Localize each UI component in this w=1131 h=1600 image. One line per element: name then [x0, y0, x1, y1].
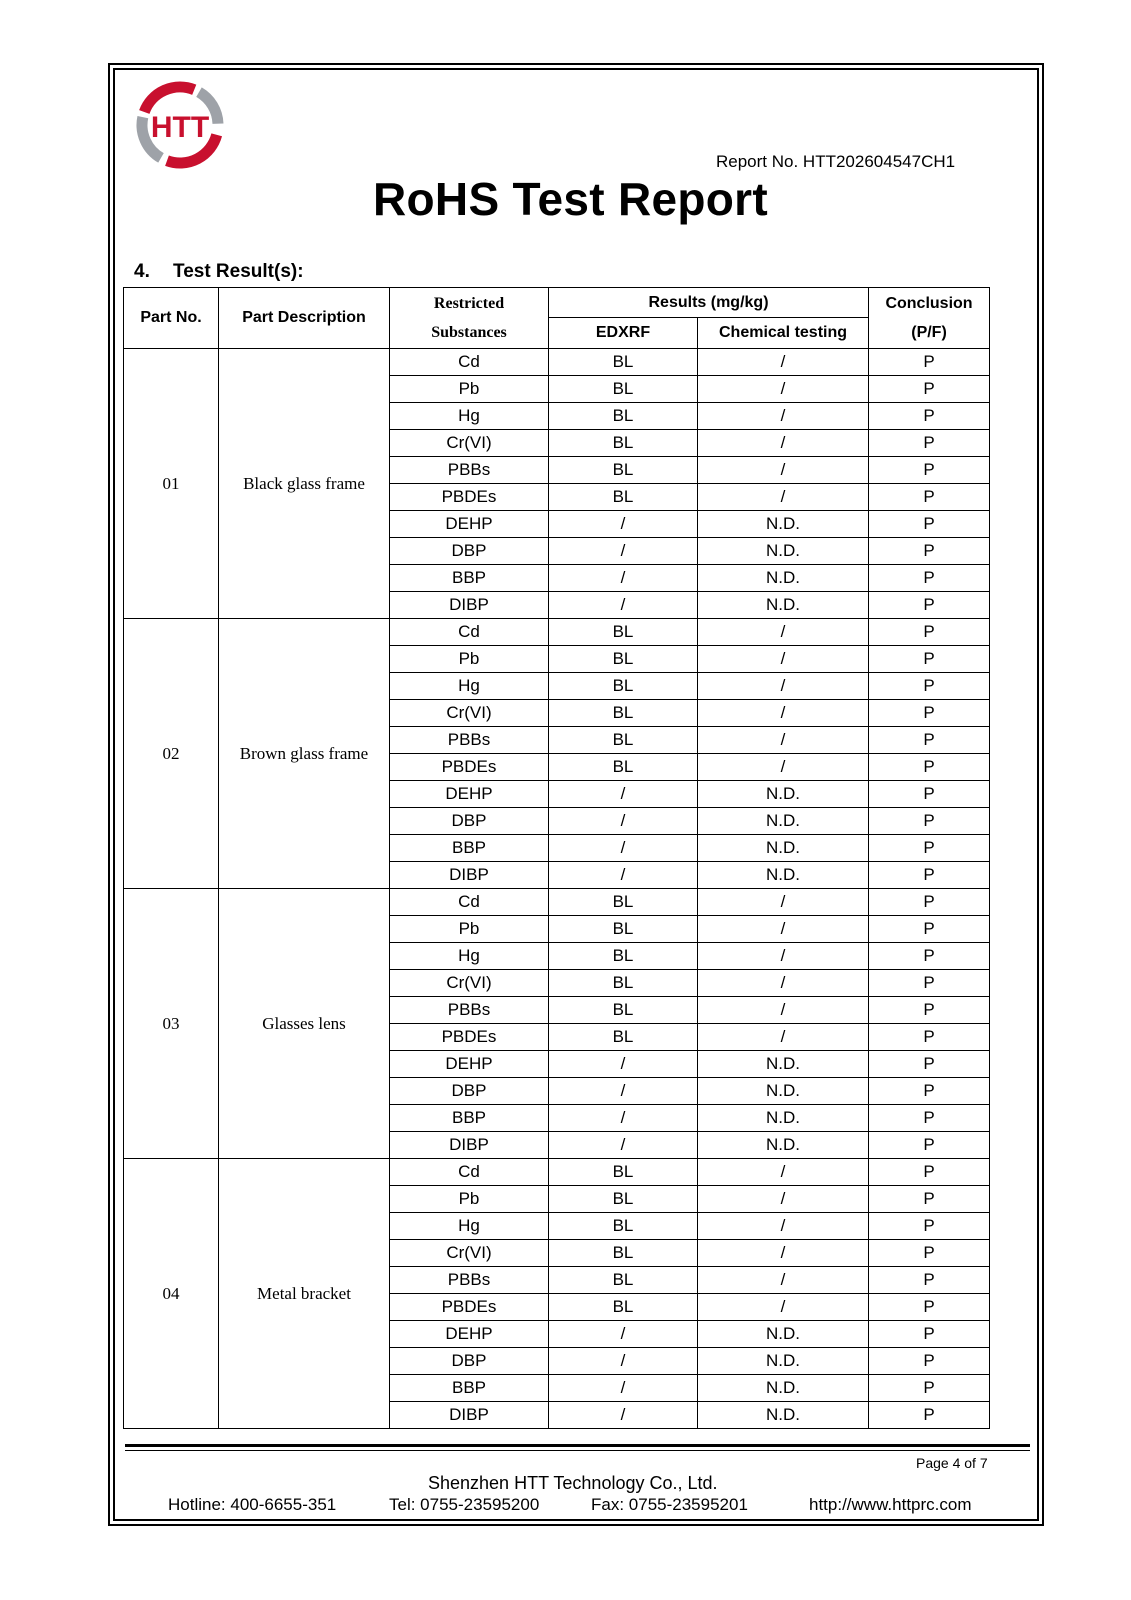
- chemical-testing-cell: N.D.: [698, 835, 869, 862]
- conclusion-cell: P: [869, 1105, 990, 1132]
- edxrf-cell: BL: [549, 484, 698, 511]
- conclusion-cell: P: [869, 1321, 990, 1348]
- substance-cell: BBP: [390, 1105, 549, 1132]
- substance-cell: Hg: [390, 673, 549, 700]
- substance-cell: DIBP: [390, 1132, 549, 1159]
- conclusion-cell: P: [869, 1132, 990, 1159]
- conclusion-cell: P: [869, 1078, 990, 1105]
- edxrf-cell: BL: [549, 700, 698, 727]
- part-description-cell: Metal bracket: [219, 1159, 390, 1429]
- substance-cell: DEHP: [390, 511, 549, 538]
- table-row: [124, 1159, 990, 1186]
- substance-cell: Pb: [390, 1186, 549, 1213]
- conclusion-cell: P: [869, 1294, 990, 1321]
- logo-text: HTT: [150, 111, 210, 144]
- conclusion-cell: P: [869, 997, 990, 1024]
- substance-cell: Pb: [390, 646, 549, 673]
- substance-cell: BBP: [390, 835, 549, 862]
- header-edxrf: EDXRF: [549, 318, 698, 349]
- conclusion-cell: P: [869, 511, 990, 538]
- substance-cell: Hg: [390, 403, 549, 430]
- edxrf-cell: BL: [549, 1294, 698, 1321]
- substance-cell: PBBs: [390, 457, 549, 484]
- conclusion-cell: P: [869, 1186, 990, 1213]
- substance-cell: DBP: [390, 538, 549, 565]
- chemical-testing-cell: /: [698, 673, 869, 700]
- edxrf-cell: /: [549, 781, 698, 808]
- edxrf-cell: BL: [549, 889, 698, 916]
- conclusion-cell: P: [869, 970, 990, 997]
- htt-logo: [130, 78, 230, 173]
- substance-cell: DBP: [390, 1078, 549, 1105]
- header-conclusion-line2: (P/F): [911, 324, 947, 341]
- edxrf-cell: BL: [549, 1213, 698, 1240]
- header-conclusion: [869, 288, 990, 349]
- conclusion-cell: P: [869, 1348, 990, 1375]
- substance-cell: Cd: [390, 889, 549, 916]
- conclusion-cell: P: [869, 781, 990, 808]
- header-chemical-testing: Chemical testing: [698, 318, 869, 349]
- chemical-testing-cell: /: [698, 970, 869, 997]
- chemical-testing-cell: /: [698, 349, 869, 376]
- chemical-testing-cell: /: [698, 700, 869, 727]
- conclusion-cell: P: [869, 1213, 990, 1240]
- edxrf-cell: /: [549, 511, 698, 538]
- chemical-testing-cell: /: [698, 889, 869, 916]
- conclusion-cell: P: [869, 835, 990, 862]
- substance-cell: DIBP: [390, 592, 549, 619]
- chemical-testing-cell: /: [698, 646, 869, 673]
- conclusion-cell: P: [869, 484, 990, 511]
- substance-cell: PBDEs: [390, 484, 549, 511]
- edxrf-cell: BL: [549, 727, 698, 754]
- chemical-testing-cell: N.D.: [698, 808, 869, 835]
- edxrf-cell: BL: [549, 916, 698, 943]
- substance-cell: Cd: [390, 619, 549, 646]
- part-no-cell: 02: [124, 619, 219, 889]
- section-title: Test Result(s):: [173, 261, 304, 282]
- edxrf-cell: /: [549, 592, 698, 619]
- section-heading: [134, 261, 304, 283]
- edxrf-cell: BL: [549, 1267, 698, 1294]
- substance-cell: PBDEs: [390, 1024, 549, 1051]
- edxrf-cell: /: [549, 1348, 698, 1375]
- chemical-testing-cell: /: [698, 754, 869, 781]
- chemical-testing-cell: /: [698, 1024, 869, 1051]
- part-no-cell: 03: [124, 889, 219, 1159]
- chemical-testing-cell: N.D.: [698, 1321, 869, 1348]
- substance-cell: DEHP: [390, 1321, 549, 1348]
- substance-cell: DIBP: [390, 1402, 549, 1429]
- edxrf-cell: BL: [549, 403, 698, 430]
- page-title: RoHS Test Report: [373, 173, 768, 225]
- conclusion-cell: P: [869, 565, 990, 592]
- substance-cell: DIBP: [390, 862, 549, 889]
- edxrf-cell: BL: [549, 754, 698, 781]
- chemical-testing-cell: N.D.: [698, 538, 869, 565]
- chemical-testing-cell: N.D.: [698, 1105, 869, 1132]
- tel-text: Tel: 0755-23595200: [389, 1495, 540, 1514]
- chemical-testing-cell: /: [698, 376, 869, 403]
- chemical-testing-cell: N.D.: [698, 1132, 869, 1159]
- conclusion-cell: P: [869, 1267, 990, 1294]
- edxrf-cell: BL: [549, 997, 698, 1024]
- chemical-testing-cell: /: [698, 727, 869, 754]
- edxrf-cell: BL: [549, 943, 698, 970]
- edxrf-cell: BL: [549, 349, 698, 376]
- chemical-testing-cell: N.D.: [698, 511, 869, 538]
- part-description-cell: Glasses lens: [219, 889, 390, 1159]
- chemical-testing-cell: /: [698, 997, 869, 1024]
- header-results: Results (mg/kg): [549, 288, 869, 318]
- table-row: [124, 349, 990, 376]
- chemical-testing-cell: N.D.: [698, 862, 869, 889]
- conclusion-cell: P: [869, 808, 990, 835]
- chemical-testing-cell: /: [698, 403, 869, 430]
- edxrf-cell: BL: [549, 673, 698, 700]
- chemical-testing-cell: /: [698, 1240, 869, 1267]
- edxrf-cell: BL: [549, 619, 698, 646]
- edxrf-cell: BL: [549, 376, 698, 403]
- footer-divider-thick: [125, 1444, 1030, 1447]
- section-number: 4.: [134, 261, 150, 282]
- edxrf-cell: BL: [549, 1024, 698, 1051]
- header-restricted-line1: Restricted: [433, 295, 505, 312]
- edxrf-cell: /: [549, 1051, 698, 1078]
- conclusion-cell: P: [869, 889, 990, 916]
- chemical-testing-cell: /: [698, 484, 869, 511]
- part-no-cell: 01: [124, 349, 219, 619]
- conclusion-cell: P: [869, 700, 990, 727]
- chemical-testing-cell: /: [698, 430, 869, 457]
- substance-cell: Hg: [390, 943, 549, 970]
- substance-cell: Cd: [390, 349, 549, 376]
- header-restricted-line2: Substances: [431, 324, 507, 341]
- edxrf-cell: BL: [549, 430, 698, 457]
- substance-cell: PBBs: [390, 1267, 549, 1294]
- substance-cell: Cr(VI): [390, 430, 549, 457]
- substance-cell: DEHP: [390, 1051, 549, 1078]
- conclusion-cell: P: [869, 619, 990, 646]
- substance-cell: PBBs: [390, 727, 549, 754]
- conclusion-cell: P: [869, 916, 990, 943]
- conclusion-cell: P: [869, 1051, 990, 1078]
- edxrf-cell: /: [549, 1402, 698, 1429]
- part-description-cell: Brown glass frame: [219, 619, 390, 889]
- substance-cell: Pb: [390, 376, 549, 403]
- edxrf-cell: /: [549, 538, 698, 565]
- edxrf-cell: /: [549, 1321, 698, 1348]
- substance-cell: DBP: [390, 1348, 549, 1375]
- chemical-testing-cell: /: [698, 1186, 869, 1213]
- website-link[interactable]: http://www.httprc.com: [809, 1495, 972, 1514]
- substance-cell: PBBs: [390, 997, 549, 1024]
- header-part-description: Part Description: [219, 288, 390, 349]
- edxrf-cell: BL: [549, 457, 698, 484]
- part-no-cell: 04: [124, 1159, 219, 1429]
- chemical-testing-cell: N.D.: [698, 1375, 869, 1402]
- conclusion-cell: P: [869, 592, 990, 619]
- conclusion-cell: P: [869, 430, 990, 457]
- substance-cell: PBDEs: [390, 754, 549, 781]
- substance-cell: Cd: [390, 1159, 549, 1186]
- substance-cell: PBDEs: [390, 1294, 549, 1321]
- edxrf-cell: BL: [549, 1240, 698, 1267]
- page-number: Page 4 of 7: [916, 1455, 988, 1471]
- substance-cell: Cr(VI): [390, 700, 549, 727]
- chemical-testing-cell: N.D.: [698, 1402, 869, 1429]
- chemical-testing-cell: /: [698, 1267, 869, 1294]
- chemical-testing-cell: N.D.: [698, 1051, 869, 1078]
- conclusion-cell: P: [869, 457, 990, 484]
- report-number: Report No. HTT202604547CH1: [716, 152, 956, 171]
- substance-cell: Cr(VI): [390, 970, 549, 997]
- chemical-testing-cell: /: [698, 619, 869, 646]
- conclusion-cell: P: [869, 727, 990, 754]
- fax-text: Fax: 0755-23595201: [591, 1495, 748, 1514]
- edxrf-cell: BL: [549, 970, 698, 997]
- edxrf-cell: BL: [549, 1159, 698, 1186]
- chemical-testing-cell: /: [698, 457, 869, 484]
- results-body: [124, 349, 990, 1429]
- hotline-text: Hotline: 400-6655-351: [168, 1495, 337, 1514]
- chemical-testing-cell: /: [698, 1159, 869, 1186]
- edxrf-cell: /: [549, 835, 698, 862]
- header-restricted-substances: [390, 288, 549, 349]
- header-conclusion-line1: Conclusion: [885, 295, 973, 312]
- conclusion-cell: P: [869, 943, 990, 970]
- table-row: [124, 619, 990, 646]
- conclusion-cell: P: [869, 1024, 990, 1051]
- edxrf-cell: /: [549, 1132, 698, 1159]
- substance-cell: DBP: [390, 808, 549, 835]
- chemical-testing-cell: N.D.: [698, 1078, 869, 1105]
- edxrf-cell: /: [549, 808, 698, 835]
- edxrf-cell: BL: [549, 646, 698, 673]
- edxrf-cell: /: [549, 1105, 698, 1132]
- chemical-testing-cell: N.D.: [698, 781, 869, 808]
- chemical-testing-cell: /: [698, 1213, 869, 1240]
- header-part-no: Part No.: [124, 288, 219, 349]
- substance-cell: BBP: [390, 1375, 549, 1402]
- substance-cell: DEHP: [390, 781, 549, 808]
- conclusion-cell: P: [869, 376, 990, 403]
- company-name: Shenzhen HTT Technology Co., Ltd.: [428, 1473, 718, 1493]
- substance-cell: Hg: [390, 1213, 549, 1240]
- conclusion-cell: P: [869, 1402, 990, 1429]
- conclusion-cell: P: [869, 403, 990, 430]
- table-row: [124, 889, 990, 916]
- substance-cell: Pb: [390, 916, 549, 943]
- chemical-testing-cell: /: [698, 916, 869, 943]
- edxrf-cell: /: [549, 565, 698, 592]
- substance-cell: BBP: [390, 565, 549, 592]
- conclusion-cell: P: [869, 646, 990, 673]
- chemical-testing-cell: N.D.: [698, 565, 869, 592]
- conclusion-cell: P: [869, 1375, 990, 1402]
- edxrf-cell: BL: [549, 1186, 698, 1213]
- substance-cell: Cr(VI): [390, 1240, 549, 1267]
- conclusion-cell: P: [869, 1159, 990, 1186]
- conclusion-cell: P: [869, 673, 990, 700]
- chemical-testing-cell: N.D.: [698, 592, 869, 619]
- chemical-testing-cell: /: [698, 1294, 869, 1321]
- conclusion-cell: P: [869, 1240, 990, 1267]
- chemical-testing-cell: /: [698, 943, 869, 970]
- conclusion-cell: P: [869, 862, 990, 889]
- part-description-cell: Black glass frame: [219, 349, 390, 619]
- edxrf-cell: /: [549, 862, 698, 889]
- edxrf-cell: /: [549, 1375, 698, 1402]
- conclusion-cell: P: [869, 349, 990, 376]
- conclusion-cell: P: [869, 754, 990, 781]
- test-results-table: [123, 287, 990, 1429]
- conclusion-cell: P: [869, 538, 990, 565]
- footer-divider-thin: [125, 1450, 1030, 1451]
- chemical-testing-cell: N.D.: [698, 1348, 869, 1375]
- edxrf-cell: /: [549, 1078, 698, 1105]
